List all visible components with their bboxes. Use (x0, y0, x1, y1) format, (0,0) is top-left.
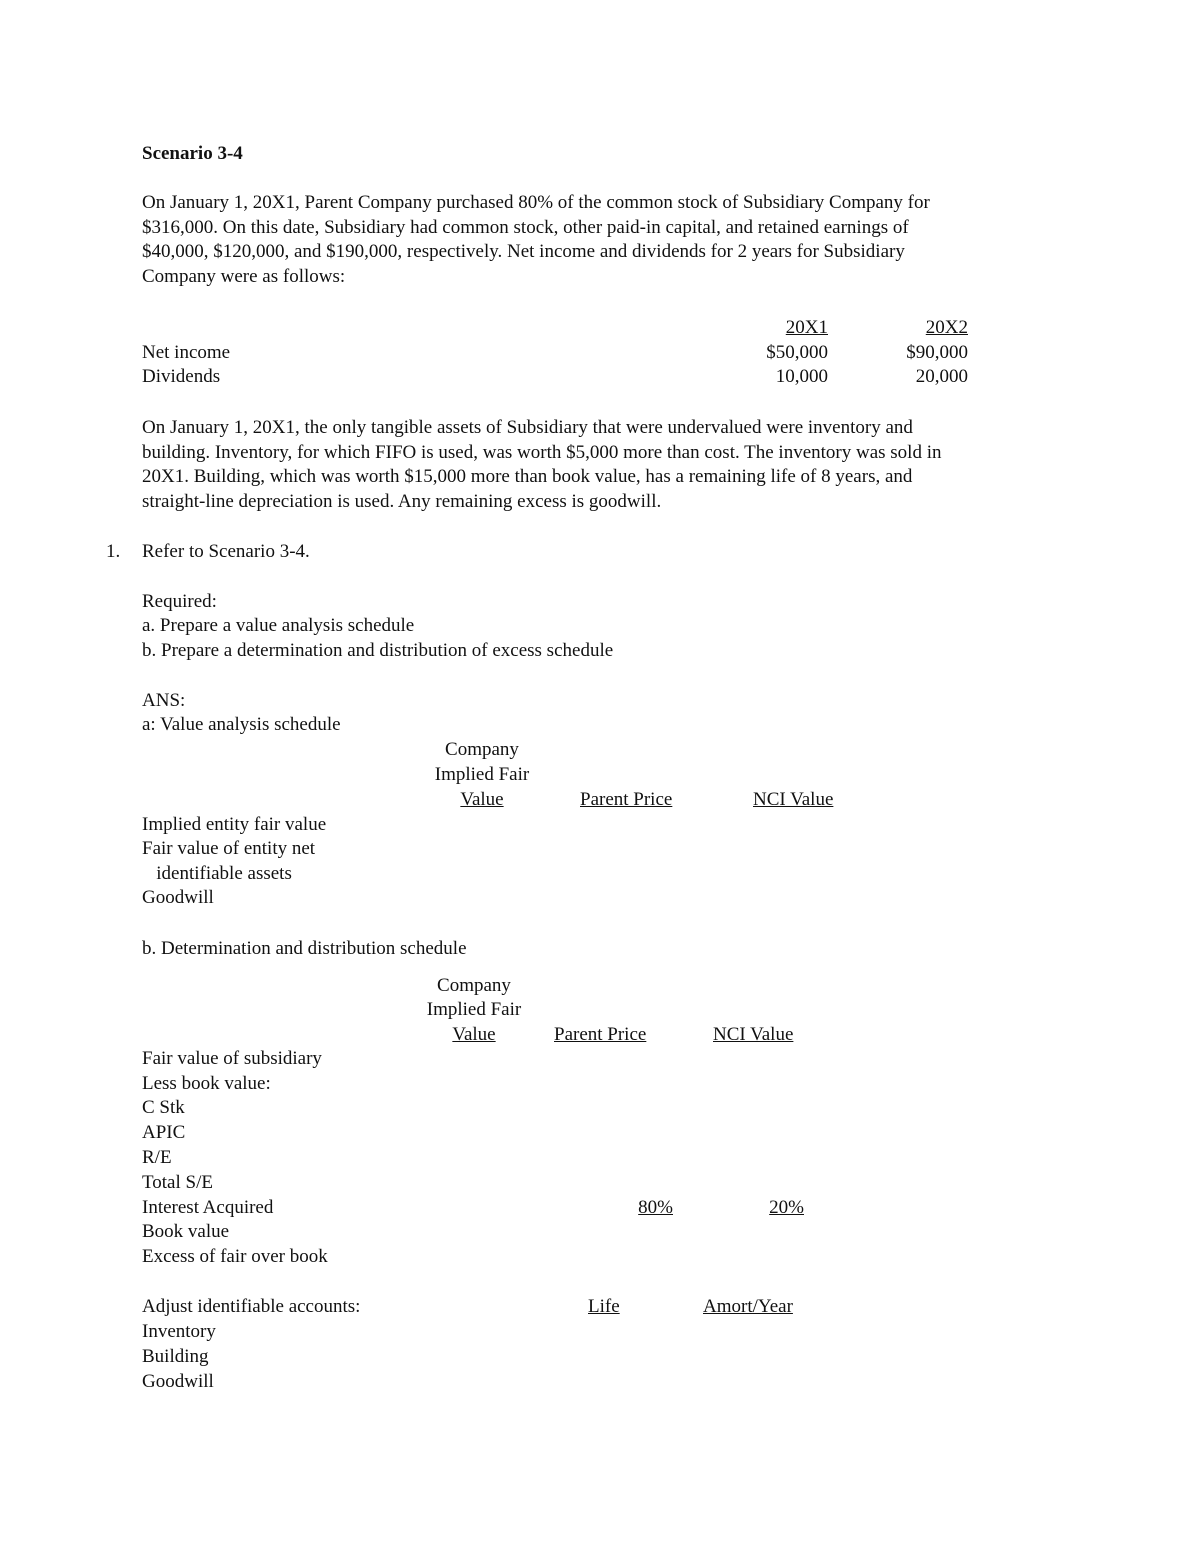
schedule-b-row: Interest Acquired (142, 1197, 274, 1218)
scenario-intro-paragraph (142, 191, 1062, 289)
schedule-a-row: identifiable assets (142, 863, 292, 884)
income-col-header-20x1: 20X1 (785, 317, 828, 338)
schedule-b-nci-header: NCI Value (713, 1024, 794, 1045)
required-part-a: a. Prepare a value analysis schedule (142, 615, 415, 636)
income-row-label: Dividends (142, 366, 221, 387)
intro-line: On January 1, 20X1, Parent Company purchased 80% of the common stock of Subsidiary Company for (142, 192, 930, 213)
question-number: 1. (106, 541, 121, 562)
amort-year-header: Amort/Year (703, 1296, 793, 1317)
scenario-details-paragraph (142, 416, 1062, 514)
schedule-b-company-header: Implied Fair (426, 999, 522, 1020)
income-row-value: 10,000 (775, 366, 828, 387)
income-col-header-20x2: 20X2 (925, 317, 968, 338)
adjust-row: Goodwill (142, 1371, 214, 1392)
details-line: 20X1. Building, which was worth $15,000 more than book value, has a remaining life of 8 years, and (142, 466, 913, 487)
schedule-b-company-header: Company (437, 975, 511, 996)
schedule-b-row: R/E (142, 1147, 172, 1168)
schedule-b-row: Fair value of subsidiary (142, 1048, 322, 1069)
schedule-a-parent-header: Parent Price (580, 789, 673, 810)
scenario-title: Scenario 3-4 (142, 143, 243, 164)
intro-line: Company were as follows: (142, 265, 346, 287)
schedule-b-row: Excess of fair over book (142, 1246, 328, 1267)
schedule-a-row: Goodwill (142, 887, 214, 908)
adjust-accounts-label: Adjust identifiable accounts: (142, 1296, 361, 1317)
details-line: straight-line depreciation is used. Any remaining excess is goodwill. (142, 490, 662, 512)
intro-line: $316,000. On this date, Subsidiary had common stock, other paid-in capital, and retained earnings of (142, 216, 909, 238)
details-line: On January 1, 20X1, the only tangible assets of Subsidiary that were undervalued were inventory and (142, 417, 913, 438)
schedule-a-row: Implied entity fair value (142, 814, 327, 835)
income-row-value: $90,000 (906, 342, 968, 363)
question-text: Refer to Scenario 3-4. (142, 541, 310, 562)
schedule-b-row: Less book value: (142, 1073, 271, 1094)
answer-label: ANS: (142, 690, 186, 711)
interest-acquired-parent-percent: 80% (638, 1197, 673, 1218)
details-line: building. Inventory, for which FIFO is used, was worth $5,000 more than cost. The inventory was sold in (142, 441, 942, 463)
required-label: Required: (142, 591, 217, 612)
schedule-a-title: a: Value analysis schedule (142, 714, 341, 735)
schedule-b-parent-header: Parent Price (554, 1024, 647, 1045)
schedule-a-company-header: Implied Fair (434, 764, 530, 785)
schedule-b-row: Book value (142, 1221, 230, 1242)
schedule-b-title: b. Determination and distribution schedule (142, 938, 467, 959)
intro-line: $40,000, $120,000, and $190,000, respectively. Net income and dividends for 2 years for Subsidiary (142, 241, 905, 262)
schedule-b-row: Total S/E (142, 1172, 213, 1193)
schedule-a-nci-header: NCI Value (753, 789, 834, 810)
schedule-b-row: APIC (142, 1122, 186, 1143)
adjust-row: Inventory (142, 1321, 216, 1342)
schedule-b-row: C Stk (142, 1097, 185, 1118)
income-row-value: 20,000 (915, 366, 968, 387)
schedule-a-company-header: Company (445, 739, 519, 760)
income-row-label: Net income (142, 342, 231, 363)
life-header: Life (588, 1296, 620, 1317)
interest-acquired-nci-percent: 20% (769, 1197, 804, 1218)
adjust-row: Building (142, 1346, 209, 1367)
income-row-value: $50,000 (766, 342, 828, 363)
schedule-a-company-header: Value (460, 789, 504, 810)
schedule-a-row: Fair value of entity net (142, 838, 316, 859)
required-part-b: b. Prepare a determination and distribution of excess schedule (142, 640, 614, 661)
schedule-b-company-header: Value (452, 1024, 496, 1045)
